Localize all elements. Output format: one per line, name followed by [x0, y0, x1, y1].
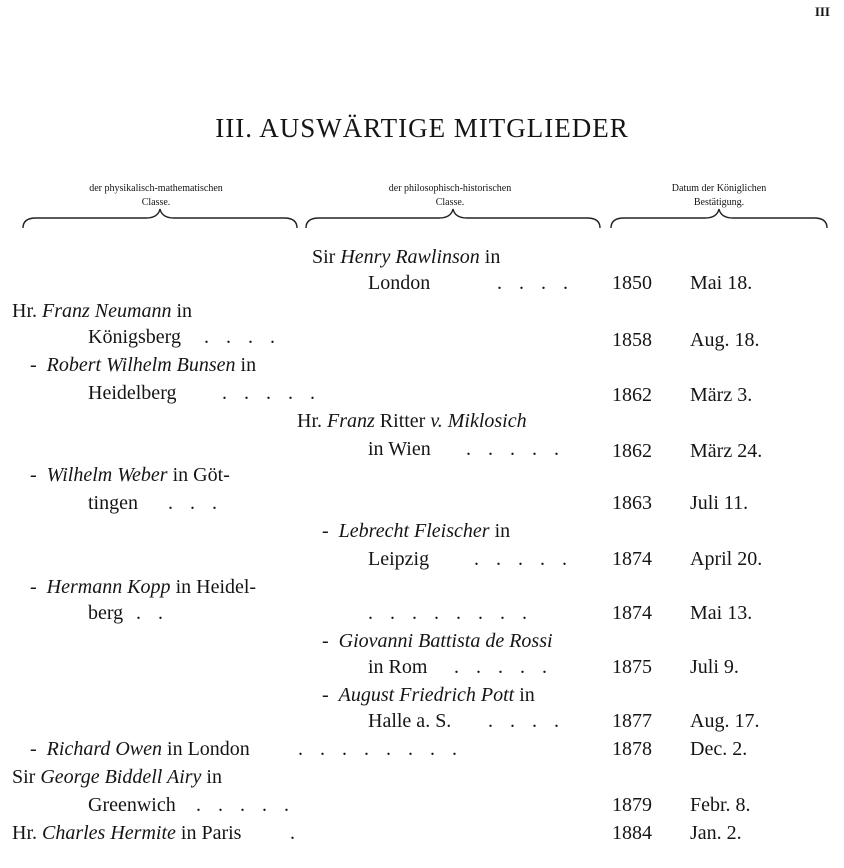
leader-dots: . . . .	[497, 272, 574, 294]
entry-prefix: -	[30, 738, 37, 760]
entry-prefix: Hr.	[12, 300, 37, 322]
entry-name: Hermann Kopp	[46, 576, 171, 598]
leader-dots: . . .	[168, 492, 223, 514]
entry-date: Mai 18.	[690, 272, 753, 294]
entry-name: Lebrecht Fleischer	[338, 520, 490, 542]
entry-name: Franz	[327, 410, 375, 432]
entry-name: Richard Owen	[46, 738, 163, 760]
entry-place: Heidelberg	[88, 382, 177, 404]
entry-pott-line1	[322, 682, 535, 708]
entry-place: Halle a. S.	[368, 710, 452, 732]
header-date-line2: Bestätigung.	[693, 197, 745, 208]
entry-name: George Biddell Airy	[40, 766, 202, 788]
entry-rawlinson-line1	[312, 244, 500, 270]
entry-owen-line1	[30, 736, 250, 762]
entry-weber-line1	[30, 462, 230, 488]
leader-dots: . . . . .	[222, 382, 321, 404]
page-title: III. AUSWÄRTIGE MITGLIEDER	[215, 113, 629, 143]
entry-neumann-line1	[12, 298, 192, 324]
entry-name: Wilhelm Weber	[46, 464, 168, 486]
entry-suffix: in	[235, 354, 257, 376]
entry-name: Charles Hermite	[42, 822, 176, 844]
entry-suffix: in Paris	[175, 822, 242, 844]
entry-year: 1863	[612, 492, 652, 514]
entry-date: Aug. 17.	[690, 710, 760, 732]
entry-name: Robert Wilhelm Bunsen	[46, 354, 236, 376]
entry-prefix: -	[30, 354, 37, 376]
leader-dots: .	[290, 822, 295, 844]
entry-date: Juli 9.	[690, 656, 739, 678]
header-date-line1: Datum der Königlichen	[671, 183, 767, 194]
entry-place: tingen	[88, 492, 138, 514]
entry-date: Mai 13.	[690, 602, 753, 624]
entry-year: 1884	[612, 822, 652, 844]
leader-dots: . . . . . . . .	[298, 738, 463, 760]
entry-name: Giovanni Battista de Rossi	[338, 630, 553, 652]
header-date	[612, 182, 826, 210]
entry-rossi-line1	[322, 628, 553, 654]
entry-bunsen-line1	[30, 352, 256, 378]
entry-name: Franz Neumann	[42, 300, 172, 322]
entry-place: berg	[88, 602, 124, 624]
entry-hermite-line1	[12, 820, 241, 846]
entry-prefix: -	[322, 630, 329, 652]
entry-name-2: v. Miklosich	[430, 410, 527, 432]
entry-year: 1878	[612, 738, 652, 760]
brace-phil	[305, 208, 601, 230]
entry-suffix: in Heidel-	[170, 576, 257, 598]
entry-year: 1858	[612, 329, 652, 351]
entry-prefix: Sir	[312, 246, 336, 268]
entry-year: 1862	[612, 440, 652, 462]
brace-phys	[22, 208, 298, 230]
entry-kopp-line1	[30, 574, 256, 600]
entry-suffix: in	[171, 300, 193, 322]
entry-date: Febr. 8.	[690, 794, 751, 816]
entry-year: 1862	[612, 384, 652, 406]
leader-dots: . . . . .	[196, 794, 295, 816]
header-phys	[22, 182, 290, 210]
header-phil-line1: der philosophisch-historischen	[388, 183, 512, 194]
entry-suffix: in London	[162, 738, 250, 760]
entry-year: 1879	[612, 794, 652, 816]
entry-date: März 3.	[690, 384, 753, 406]
leader-dots: . . . . . . . .	[368, 602, 533, 624]
entry-fleischer-line1	[322, 518, 510, 544]
entry-suffix: in	[514, 684, 535, 706]
entry-date: Dec. 2.	[690, 738, 748, 760]
entry-suffix: in	[479, 246, 501, 268]
brace-date	[610, 208, 828, 230]
entry-place: London	[368, 272, 431, 294]
entry-prefix: Hr.	[12, 822, 37, 844]
entry-prefix: Sir	[12, 766, 36, 788]
entry-prefix: -	[30, 464, 37, 486]
entry-year: 1874	[612, 602, 652, 624]
entry-year: 1874	[612, 548, 652, 570]
entry-year: 1875	[612, 656, 652, 678]
entry-year: 1877	[612, 710, 652, 732]
entry-date: April 20.	[690, 548, 763, 570]
header-phys-line2: Classe.	[141, 197, 171, 208]
entry-miklosich-line1	[297, 408, 527, 434]
entry-prefix: -	[322, 520, 329, 542]
entry-date: Jan. 2.	[690, 822, 742, 844]
entry-prefix: -	[322, 684, 329, 706]
entry-date: Aug. 18.	[690, 329, 760, 351]
leader-dots: . . . . .	[466, 438, 565, 460]
header-phil	[305, 182, 595, 210]
entry-suffix: Ritter	[379, 410, 426, 432]
entry-place: in Wien	[368, 438, 431, 460]
leader-dots: . . . . .	[454, 656, 553, 678]
entry-prefix: Hr.	[297, 410, 322, 432]
header-phil-line2: Classe.	[435, 197, 465, 208]
page-number: III	[814, 4, 830, 19]
entry-name: August Friedrich Pott	[338, 684, 515, 706]
entry-year: 1850	[612, 272, 652, 294]
header-phys-line1: der physikalisch-mathematischen	[89, 183, 223, 194]
entry-name: Henry Rawlinson	[340, 246, 480, 268]
entry-date: März 24.	[690, 440, 763, 462]
entry-place: Königsberg	[88, 326, 181, 348]
entry-suffix: in	[201, 766, 222, 788]
entry-suffix: in Göt-	[167, 464, 230, 486]
leader-dots: . . . .	[488, 710, 565, 732]
entry-prefix: -	[30, 576, 37, 598]
entry-airy-line1	[12, 764, 222, 790]
entry-suffix: in	[489, 520, 511, 542]
entry-place: Greenwich	[88, 794, 176, 816]
leader-dots: . . . .	[204, 326, 281, 348]
entry-place: Leipzig	[368, 548, 430, 570]
leader-dots: . .	[136, 602, 169, 624]
entry-place: in Rom	[368, 656, 428, 678]
leader-dots: . . . . .	[474, 548, 573, 570]
entry-date: Juli 11.	[690, 492, 749, 514]
